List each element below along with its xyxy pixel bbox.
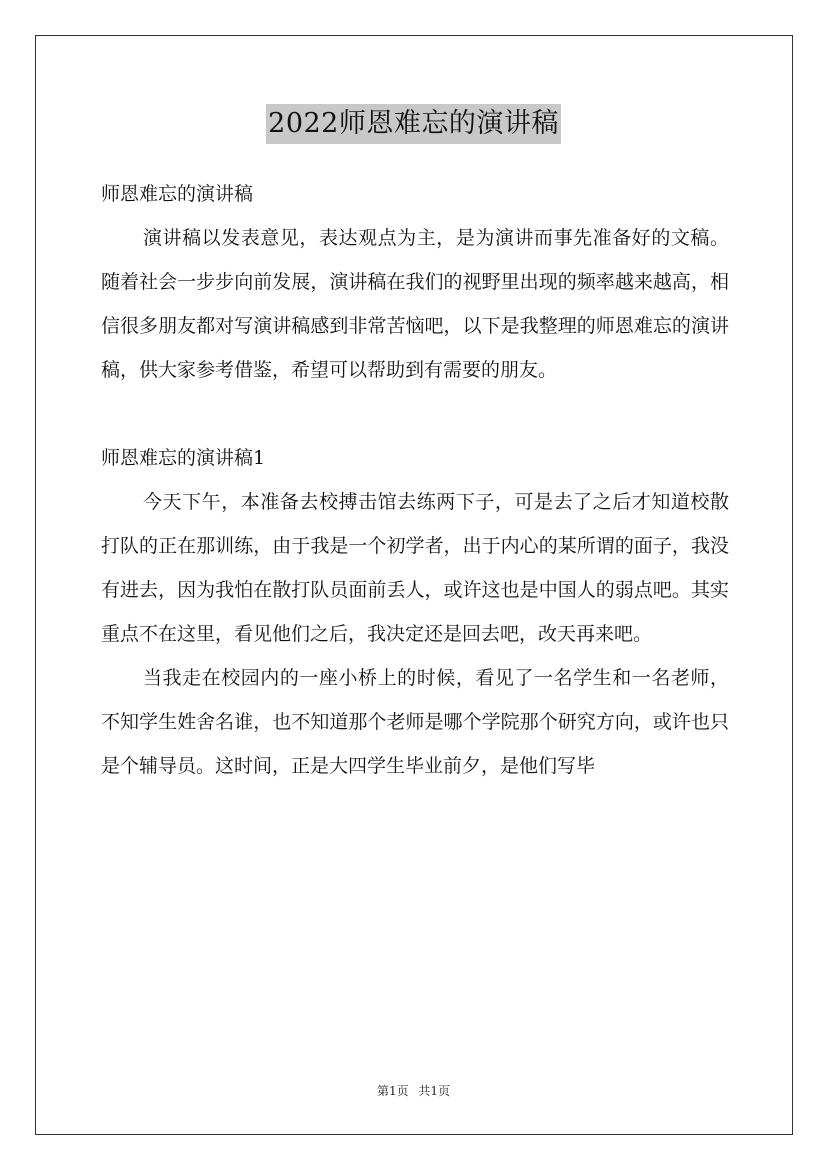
paragraph-spacer: [101, 392, 729, 436]
body-paragraph: 今天下午，本准备去校搏击馆去练两下子，可是去了之后才知道校散打队的正在那训练，由于我是一个初学者，出于内心的某所谓的面子，我没有进去，因为我怕在散打队员面前丢人，或许这也是中国人的弱点吧。其实重点不在这里，看见他们之后，我决定还是回去吧，改天再来吧。: [101, 491, 729, 645]
page-footer: [0, 1083, 827, 1099]
title-container: [0, 104, 827, 144]
speech-1-heading: 师恩难忘的演讲稿1: [101, 447, 266, 469]
intro-paragraph: 演讲稿以发表意见，表达观点为主，是为演讲而事先准备好的文稿。随着社会一步步向前发展，演讲稿在我们的视野里出现的频率越来越高，相信很多朋友都对写演讲稿感到非常苦恼吧，以下是我整理的师恩难忘的演讲稿，供大家参考借鉴，希望可以帮助到有需要的朋友。: [101, 227, 729, 381]
section-heading: 师恩难忘的演讲稿: [101, 183, 254, 205]
page-number-current: 第1页: [376, 1084, 409, 1098]
page-number-total: 共1页: [418, 1084, 451, 1098]
document-body: [101, 172, 729, 788]
document-title: 2022师恩难忘的演讲稿: [266, 104, 561, 144]
body-paragraph: 当我走在校园内的一座小桥上的时候，看见了一名学生和一名老师，不知学生姓舍名谁，也不知道那个老师是哪个学院那个研究方向，或许也只是个辅导员。这时间，正是大四学生毕业前夕，是他们写毕: [101, 667, 729, 777]
